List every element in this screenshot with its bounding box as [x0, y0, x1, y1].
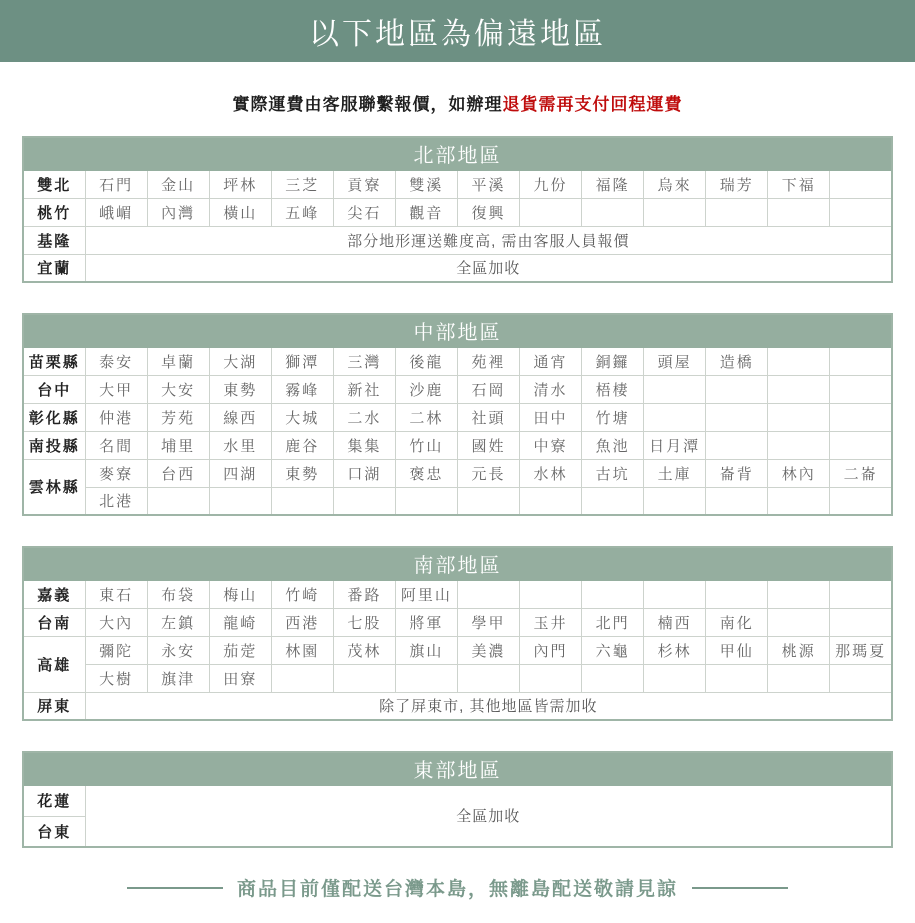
region-cell: 石岡 [457, 375, 519, 403]
empty-cell [147, 487, 209, 515]
empty-cell [768, 580, 830, 608]
region-cell: 坪林 [209, 170, 271, 198]
region-cell: 東石 [85, 580, 147, 608]
region-cell: 芳苑 [147, 403, 209, 431]
region-cell: 北門 [582, 608, 644, 636]
region-cell: 清水 [520, 375, 582, 403]
row-header: 彰化縣 [23, 403, 85, 431]
table-row [23, 347, 892, 375]
row-header: 苗栗縣 [23, 347, 85, 375]
empty-cell [271, 664, 333, 692]
region-cell: 麥寮 [85, 459, 147, 487]
region-cell: 國姓 [457, 431, 519, 459]
empty-cell [706, 487, 768, 515]
empty-cell [644, 664, 706, 692]
empty-cell [644, 198, 706, 226]
empty-cell [830, 487, 892, 515]
empty-cell [582, 198, 644, 226]
region-cell: 玉井 [520, 608, 582, 636]
table-row [23, 636, 892, 664]
region-cell: 日月潭 [644, 431, 706, 459]
row-header: 桃竹 [23, 198, 85, 226]
region-cell: 三芝 [271, 170, 333, 198]
table-row [23, 431, 892, 459]
row-header: 基隆 [23, 226, 85, 254]
region-cell: 集集 [333, 431, 395, 459]
region-cell: 甲仙 [706, 636, 768, 664]
tables-container [0, 136, 915, 848]
region-cell: 古坑 [582, 459, 644, 487]
table-row [23, 785, 892, 816]
region-cell: 沙鹿 [395, 375, 457, 403]
region-cell: 霧峰 [271, 375, 333, 403]
empty-cell [333, 664, 395, 692]
region-cell: 金山 [147, 170, 209, 198]
row-header: 南投縣 [23, 431, 85, 459]
region-cell: 桃源 [768, 636, 830, 664]
region-cell: 觀音 [395, 198, 457, 226]
region-cell: 後龍 [395, 347, 457, 375]
empty-cell [830, 431, 892, 459]
region-cell: 通宵 [520, 347, 582, 375]
region-cell: 林園 [271, 636, 333, 664]
region-cell: 貢寮 [333, 170, 395, 198]
region-cell: 東勢 [209, 375, 271, 403]
empty-cell [644, 403, 706, 431]
table-title-row [23, 314, 892, 347]
footer-line-left [127, 887, 223, 889]
empty-cell [768, 664, 830, 692]
region-cell: 田中 [520, 403, 582, 431]
region-cell: 台西 [147, 459, 209, 487]
region-cell: 造橋 [706, 347, 768, 375]
region-table-north [22, 136, 893, 283]
empty-cell [768, 608, 830, 636]
table-title-row [23, 137, 892, 170]
empty-cell [768, 403, 830, 431]
region-cell: 復興 [457, 198, 519, 226]
region-cell: 東勢 [271, 459, 333, 487]
empty-cell [457, 487, 519, 515]
page-banner [0, 0, 915, 62]
table-row [23, 459, 892, 487]
table-title: 南部地區 [23, 547, 892, 580]
footer-text: 商品目前僅配送台灣本島，無離島配送敬請見諒 [236, 879, 678, 900]
table-title-row [23, 547, 892, 580]
region-cell: 大城 [271, 403, 333, 431]
region-cell: 美濃 [457, 636, 519, 664]
region-cell: 二崙 [830, 459, 892, 487]
region-cell: 大樹 [85, 664, 147, 692]
region-cell: 三灣 [333, 347, 395, 375]
region-cell: 二林 [395, 403, 457, 431]
region-cell: 五峰 [271, 198, 333, 226]
region-cell: 社頭 [457, 403, 519, 431]
table-row [23, 664, 892, 692]
region-cell: 頭屋 [644, 347, 706, 375]
empty-cell [209, 487, 271, 515]
region-cell: 內門 [520, 636, 582, 664]
region-cell: 永安 [147, 636, 209, 664]
row-header: 高雄 [23, 636, 85, 692]
region-cell: 水里 [209, 431, 271, 459]
region-cell: 雙溪 [395, 170, 457, 198]
table-row [23, 198, 892, 226]
region-cell: 卓蘭 [147, 347, 209, 375]
region-cell: 林內 [768, 459, 830, 487]
empty-cell [395, 664, 457, 692]
region-cell: 杉林 [644, 636, 706, 664]
region-cell: 口湖 [333, 459, 395, 487]
region-cell: 旗山 [395, 636, 457, 664]
region-cell: 茂林 [333, 636, 395, 664]
empty-cell [706, 375, 768, 403]
empty-cell [520, 487, 582, 515]
empty-cell [520, 198, 582, 226]
region-cell: 內灣 [147, 198, 209, 226]
empty-cell [830, 608, 892, 636]
empty-cell [395, 487, 457, 515]
row-header: 宜蘭 [23, 254, 85, 282]
footer-note [0, 874, 915, 901]
region-cell: 名間 [85, 431, 147, 459]
region-cell: 梅山 [209, 580, 271, 608]
empty-cell [830, 170, 892, 198]
region-cell: 瑞芳 [706, 170, 768, 198]
region-cell: 梧棲 [582, 375, 644, 403]
region-cell: 番路 [333, 580, 395, 608]
row-header: 台南 [23, 608, 85, 636]
table-row [23, 403, 892, 431]
empty-cell [644, 580, 706, 608]
region-cell: 那瑪夏 [830, 636, 892, 664]
region-cell: 橫山 [209, 198, 271, 226]
empty-cell [768, 375, 830, 403]
table-row [23, 487, 892, 515]
empty-cell [768, 347, 830, 375]
empty-cell [457, 580, 519, 608]
empty-cell [582, 664, 644, 692]
region-cell: 銅鑼 [582, 347, 644, 375]
empty-cell [830, 580, 892, 608]
table-title: 北部地區 [23, 137, 892, 170]
row-header: 屏東 [23, 692, 85, 720]
subtitle [0, 90, 915, 115]
region-cell: 線西 [209, 403, 271, 431]
region-cell: 布袋 [147, 580, 209, 608]
empty-cell [830, 375, 892, 403]
region-cell: 峨嵋 [85, 198, 147, 226]
region-cell: 埔里 [147, 431, 209, 459]
empty-cell [520, 580, 582, 608]
region-cell: 南化 [706, 608, 768, 636]
region-cell: 竹山 [395, 431, 457, 459]
region-cell: 西港 [271, 608, 333, 636]
empty-cell [706, 431, 768, 459]
empty-cell [457, 664, 519, 692]
row-header: 台中 [23, 375, 85, 403]
region-cell: 石門 [85, 170, 147, 198]
empty-cell [644, 375, 706, 403]
region-cell: 九份 [520, 170, 582, 198]
region-cell: 大安 [147, 375, 209, 403]
subtitle-red-text: 退貨需再支付回程運費 [502, 95, 683, 114]
empty-cell [271, 487, 333, 515]
region-table-east [22, 751, 893, 848]
row-header: 花蓮 [23, 785, 85, 816]
region-table-central [22, 313, 893, 516]
region-cell: 土庫 [644, 459, 706, 487]
empty-cell [706, 664, 768, 692]
region-cell: 阿里山 [395, 580, 457, 608]
region-table-south [22, 546, 893, 721]
empty-cell [830, 664, 892, 692]
region-cell: 彌陀 [85, 636, 147, 664]
region-cell: 將軍 [395, 608, 457, 636]
region-cell: 中寮 [520, 431, 582, 459]
table-row [23, 692, 892, 720]
table-row [23, 254, 892, 282]
region-cell: 福隆 [582, 170, 644, 198]
region-cell: 七股 [333, 608, 395, 636]
empty-cell [706, 580, 768, 608]
region-cell: 獅潭 [271, 347, 333, 375]
empty-cell [768, 198, 830, 226]
page-title: 以下地區為偏遠地區 [309, 18, 606, 51]
table-title: 東部地區 [23, 752, 892, 785]
empty-cell [644, 487, 706, 515]
region-cell: 竹崎 [271, 580, 333, 608]
region-cell: 竹塘 [582, 403, 644, 431]
empty-cell [582, 487, 644, 515]
row-header: 嘉義 [23, 580, 85, 608]
empty-cell [333, 487, 395, 515]
empty-cell [706, 198, 768, 226]
empty-cell [830, 403, 892, 431]
subtitle-black-text: 實際運費由客服聯繫報價，如辦理 [232, 95, 503, 114]
region-cell: 鹿谷 [271, 431, 333, 459]
table-row [23, 226, 892, 254]
empty-cell [768, 487, 830, 515]
empty-cell [582, 580, 644, 608]
note-cell: 全區加收 [85, 785, 892, 847]
region-cell: 平溪 [457, 170, 519, 198]
table-row [23, 580, 892, 608]
region-cell: 元長 [457, 459, 519, 487]
table-row [23, 375, 892, 403]
table-title: 中部地區 [23, 314, 892, 347]
row-header: 雙北 [23, 170, 85, 198]
region-cell: 田寮 [209, 664, 271, 692]
region-cell: 楠西 [644, 608, 706, 636]
region-cell: 茄萣 [209, 636, 271, 664]
region-cell: 尖石 [333, 198, 395, 226]
table-row [23, 170, 892, 198]
region-cell: 二水 [333, 403, 395, 431]
note-cell: 除了屏東市, 其他地區皆需加收 [85, 692, 892, 720]
region-cell: 大內 [85, 608, 147, 636]
region-cell: 泰安 [85, 347, 147, 375]
region-cell: 仲港 [85, 403, 147, 431]
note-cell: 全區加收 [85, 254, 892, 282]
empty-cell [768, 431, 830, 459]
region-cell: 大湖 [209, 347, 271, 375]
footer-line-right [692, 887, 788, 889]
region-cell: 北港 [85, 487, 147, 515]
region-cell: 苑裡 [457, 347, 519, 375]
region-cell: 水林 [520, 459, 582, 487]
row-header: 台東 [23, 816, 85, 847]
region-cell: 魚池 [582, 431, 644, 459]
empty-cell [830, 198, 892, 226]
region-cell: 大甲 [85, 375, 147, 403]
region-cell: 旗津 [147, 664, 209, 692]
region-cell: 下福 [768, 170, 830, 198]
empty-cell [830, 347, 892, 375]
empty-cell [706, 403, 768, 431]
region-cell: 四湖 [209, 459, 271, 487]
region-cell: 龍崎 [209, 608, 271, 636]
region-cell: 左鎮 [147, 608, 209, 636]
region-cell: 新社 [333, 375, 395, 403]
empty-cell [520, 664, 582, 692]
region-cell: 烏來 [644, 170, 706, 198]
note-cell: 部分地形運送難度高, 需由客服人員報價 [85, 226, 892, 254]
region-cell: 學甲 [457, 608, 519, 636]
table-title-row [23, 752, 892, 785]
row-header: 雲林縣 [23, 459, 85, 515]
table-row [23, 608, 892, 636]
region-cell: 六龜 [582, 636, 644, 664]
region-cell: 褒忠 [395, 459, 457, 487]
region-cell: 崙背 [706, 459, 768, 487]
